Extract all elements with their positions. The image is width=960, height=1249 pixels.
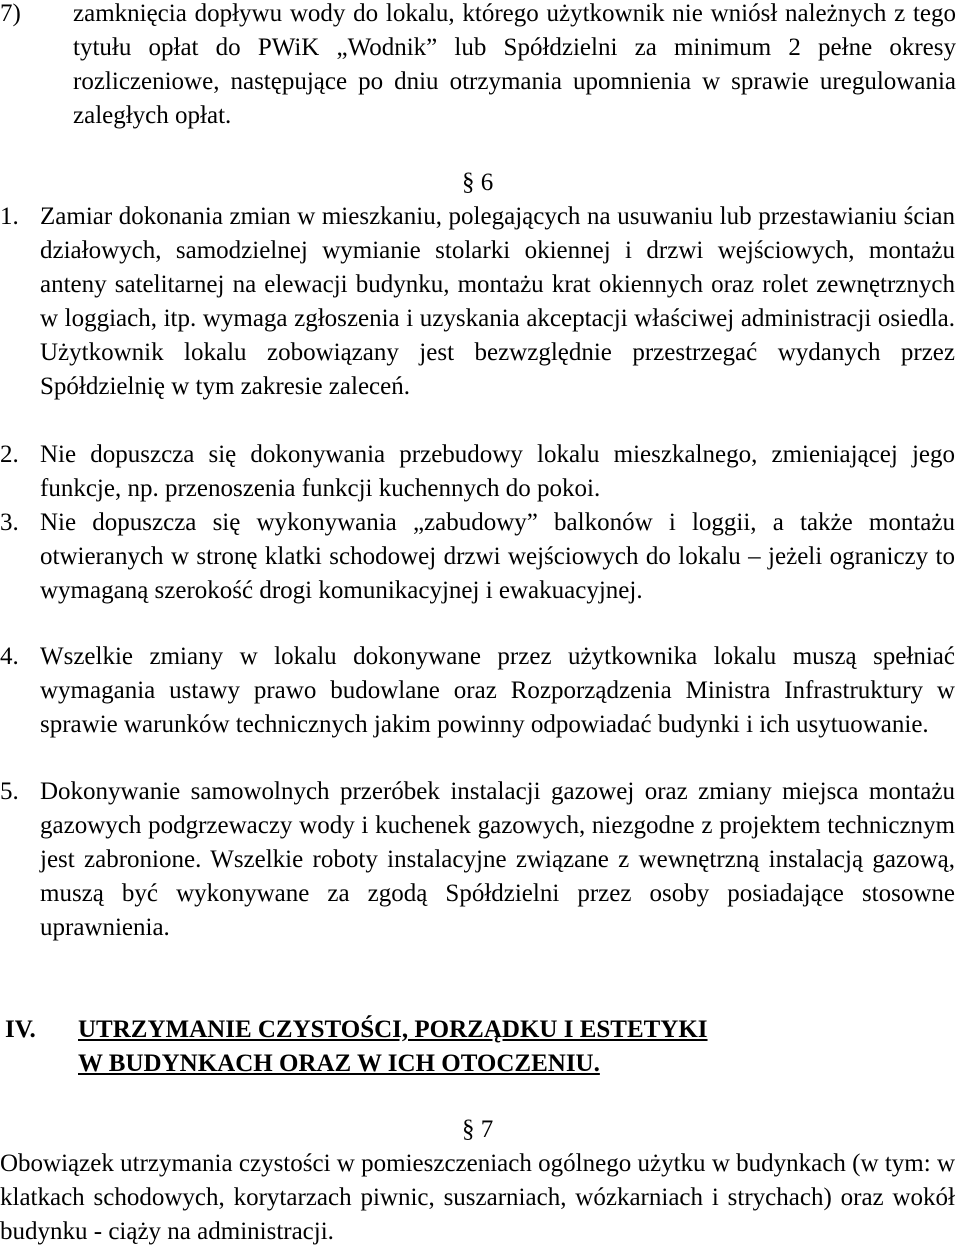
section-7-text: Obowiązek utrzymania czystości w pomieszczeniach ogólnego użytku w budynkach (w tym: w klatkach schodowych, korytarzach piwnic, suszarniach, wózkarniach i strychach) oraz wokół budynku - ciąży na administracji. bbox=[0, 1150, 955, 1245]
item-number: 4. bbox=[0, 643, 19, 670]
list-item bbox=[0, 0, 960, 133]
list-item bbox=[0, 438, 960, 506]
item-text: Nie dopuszcza się wykonywania „zabudowy” balkonów i loggii, a także montażu otwieranych w stronę klatki schodowej drzwi wejściowych do lokalu – jeżeli ograniczy to wymaganą szerokość drogi komunikacyjnej i ewakuacyjnej. bbox=[40, 509, 955, 604]
list-item bbox=[0, 640, 960, 742]
chapter-title-line-2: W BUDYNKACH ORAZ W ICH OTOCZENIU. bbox=[78, 1050, 600, 1077]
section-7-heading: § 7 bbox=[462, 1116, 494, 1143]
item-text: Dokonywanie samowolnych przeróbek instalacji gazowej oraz zmiany miejsca montażu gazowych podgrzewaczy wody i kuchenek gazowych, niezgodne z projektem technicznym jest zabronione. Wszelkie roboty instalacyjne związane z wewnętrzną instalacją gazową, muszą być wykonywane za zgodą Spółdzielni przez osoby posiadające stosowne uprawnienia. bbox=[40, 778, 955, 941]
item-text: Wszelkie zmiany w lokalu dokonywane przez użytkownika lokalu muszą spełniać wymagania ustawy prawo budowlane oraz Rozporządzenia Ministra Infrastruktury w sprawie warunków technicznych jakim powinny odpowiadać budynki i ich usytuowanie. bbox=[40, 643, 955, 738]
list-item bbox=[0, 775, 960, 945]
item-text: zamknięcia dopływu wody do lokalu, którego użytkownik nie wniósł należnych z tego tytułu opłat do PWiK „Wodnik” lub Spółdzielni za minimum 2 pełne okresy rozliczeniowe, następujące po dniu otrzymania upomnienia w sprawie uregulowania zaległych opłat. bbox=[73, 0, 956, 129]
list-item bbox=[0, 506, 960, 608]
chapter-title-line-1: UTRZYMANIE CZYSTOŚCI, PORZĄDKU I ESTETYKI bbox=[78, 1016, 708, 1043]
item-number: 5. bbox=[0, 778, 19, 805]
chapter-number: IV. bbox=[5, 1016, 36, 1043]
item-number: 1. bbox=[0, 203, 19, 230]
list-item bbox=[0, 200, 960, 404]
item-text: Zamiar dokonania zmian w mieszkaniu, polegających na usuwaniu lub przestawianiu ścian działowych, samodzielnej wymianie stolarki okiennej i drzwi wejściowych, montażu anteny satelitarnej na elewacji budynku, montażu krat okiennych oraz rolet zewnętrznych w loggiach, itp. wymaga zgłoszenia i uzyskania akceptacji właściwej administracji osiedla. Użytkownik lokalu zobowiązany jest bezwzględnie przestrzegać wydanych przez Spółdzielnię w tym zakresie zaleceń. bbox=[40, 203, 955, 400]
item-text: Nie dopuszcza się dokonywania przebudowy lokalu mieszkalnego, zmieniającej jego funkcje, np. przenoszenia funkcji kuchennych do pokoi. bbox=[40, 441, 955, 502]
item-number: 2. bbox=[0, 441, 19, 468]
item-number: 7) bbox=[0, 0, 21, 27]
item-number: 3. bbox=[0, 509, 19, 536]
section-6-heading: § 6 bbox=[462, 169, 494, 196]
